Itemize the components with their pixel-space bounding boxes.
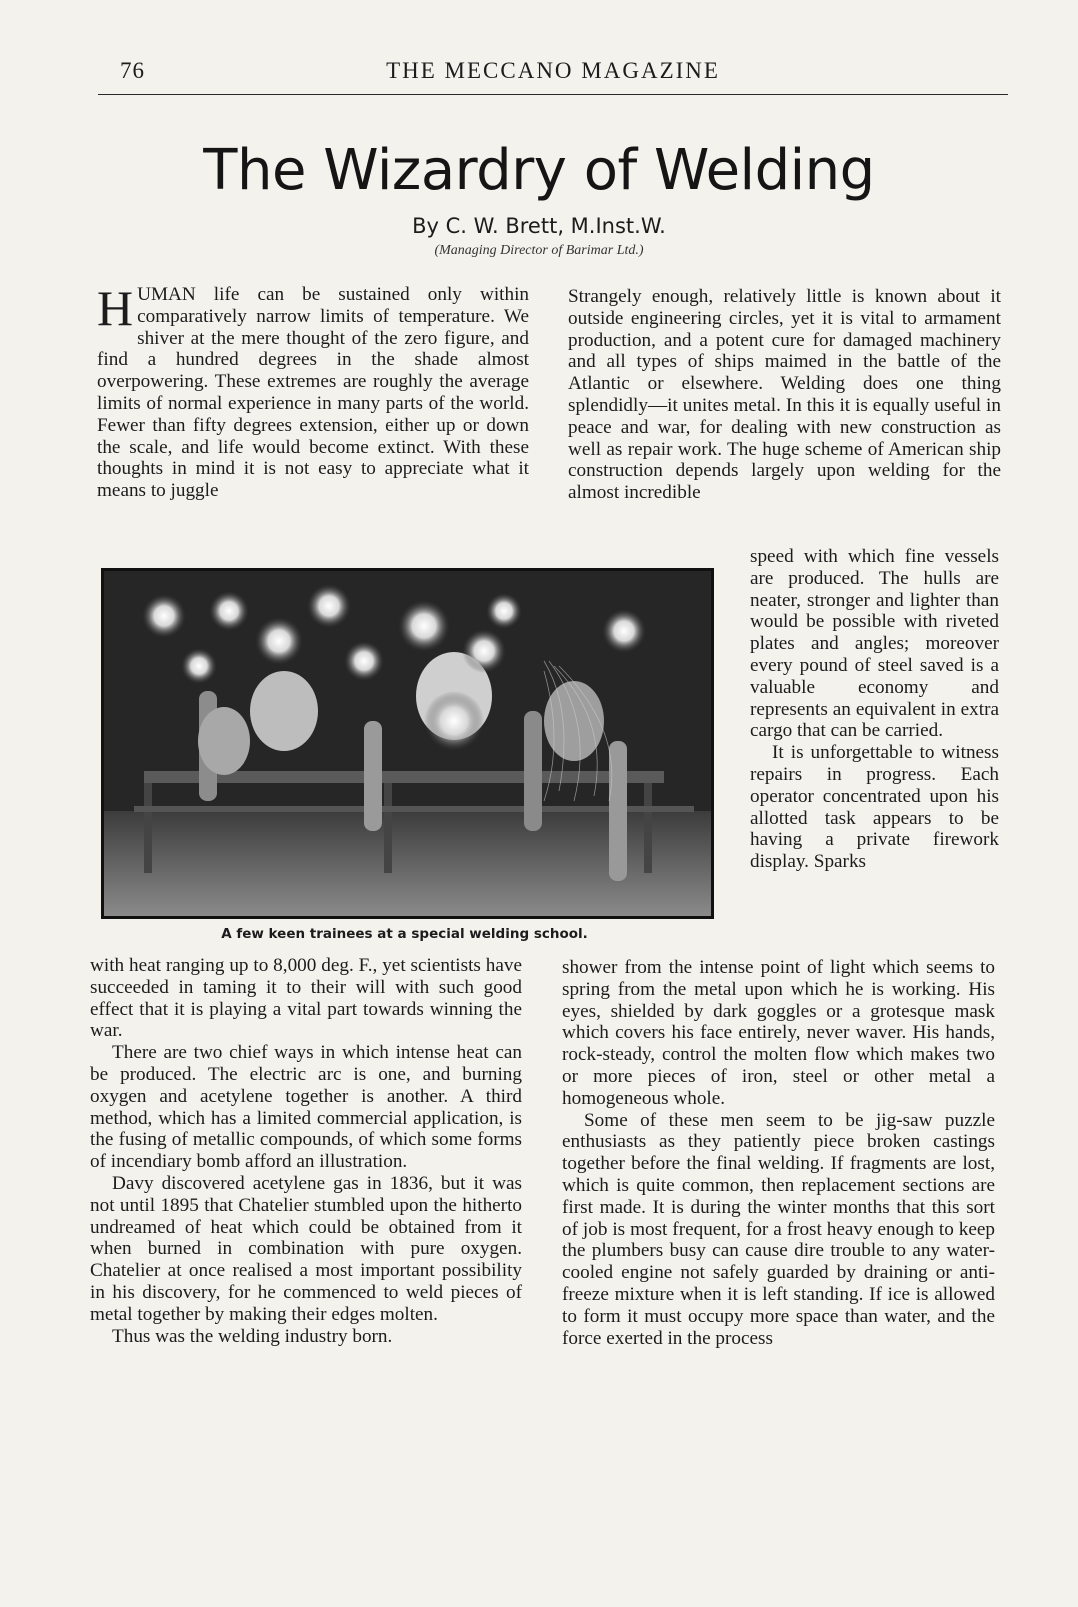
photo-illustration (104, 571, 711, 916)
paragraph: Some of these men seem to be jig-saw puzzle enthusiasts as they patiently piece broken castings together before the final welding. If fragments are lost, which is quite common, then replacement sections are first made. It is during the winter months that this sort of job is most frequent, for a frost heavy enough to keep the plumbers busy can cause dire trouble to any water-cooled engine not safely guarded by draining or anti-freeze mixture when it is left standing. If ice is allowed to form it must occupy more space than water, and the force exerted in the process (562, 1109, 995, 1349)
paragraph: with heat ranging up to 8,000 deg. F., yet scientists have succeeded in taming it to their will with such good effect that it is playing a vital part towards winning the war. (90, 955, 522, 1042)
drop-cap: H (97, 280, 134, 336)
magazine-title: THE MECCANO MAGAZINE (386, 58, 720, 83)
photo-caption: A few keen trainees at a special welding school. (221, 926, 588, 942)
article-byline: By C. W. Brett, M.Inst.W. (412, 214, 666, 238)
welding-school-photo (101, 568, 714, 919)
paragraph-text: UMAN life can be sustained only within comparatively narrow limits of temperature. We shiver at the mere thought of the zero figure, and find a hundred degrees in the shade almost overpowering. These extremes are roughly the average limits of normal experience in many parts of the world. Fewer than fifty degrees extension, either up or down the scale, and life would become extinct. With these thoughts in mind it is not easy to appreciate what it means to juggle (97, 284, 529, 502)
running-header (98, 58, 1008, 95)
author-note: (Managing Director of Barimar Ltd.) (434, 243, 644, 258)
page-number: 76 (120, 58, 145, 83)
column-2-bottom (562, 957, 995, 1349)
article-title: The Wizardry of Welding (203, 138, 875, 203)
column-1-bottom (90, 955, 522, 1347)
paragraph: Thus was the welding industry born. (112, 1325, 393, 1347)
column-2-top (568, 286, 1001, 504)
paragraph (97, 280, 529, 502)
paragraph: It is unforgettable to witness repairs in progress. Each operator concentrated upon his allotted task appears to be having a private firework display. Sparks (750, 742, 999, 873)
column-2-side (750, 546, 999, 873)
paragraph: shower from the intense point of light which seems to spring from the metal upon which he is working. His eyes, shielded by dark goggles or a grotesque mask which covers his face entirely, never waver. His hands, rock-steady, control the molten flow which makes two or more pieces of iron, steel or other metal a homogeneous whole. (562, 957, 995, 1109)
column-1-top (97, 280, 529, 502)
paragraph: speed with which fine vessels are produced. The hulls are neater, stronger and lighter than would be possible with riveted plates and angles; moreover every pound of steel saved is a valuable economy and represents an equivalent in extra cargo that can be carried. (750, 546, 999, 742)
paragraph: Strangely enough, relatively little is known about it outside engineering circles, yet it is vital to armament production, and a potent cure for damaged machinery and all types of ships maimed in the battle of the Atlantic or elsewhere. Welding does one thing splendidly—it unites metal. In this it is equally useful in peace and war, for dealing with new construction as well as repair work. The huge scheme of American ship construction depends largely upon welding for the almost incredible (568, 286, 1001, 504)
paragraph: Davy discovered acetylene gas in 1836, but it was not until 1895 that Chatelier stumbled upon the hitherto undreamed of heat which could be obtained from it when burned in combination with pure oxygen. Chatelier at once realised a most important possibility in his discovery, for he commenced to weld pieces of metal together by making their edges molten. (90, 1172, 522, 1325)
paragraph: There are two chief ways in which intense heat can be produced. The electric arc is one, and burning oxygen and acetylene together is another. A third method, which has a limited commercial application, is the fusing of metallic compounds, of which some forms of incendiary bomb afford an illustration. (90, 1042, 522, 1173)
